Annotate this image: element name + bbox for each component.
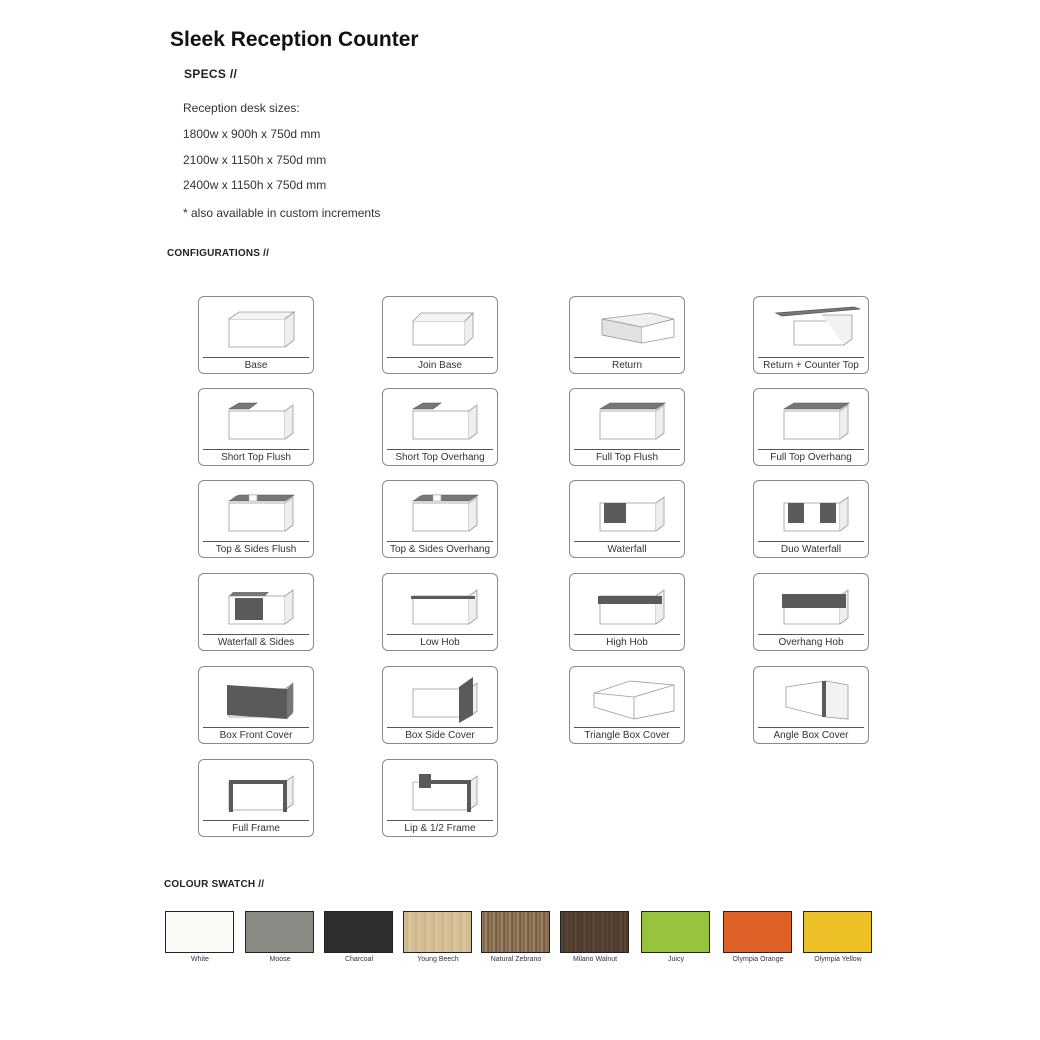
desk-waterfall-sides-icon [199, 574, 315, 632]
card-divider [758, 727, 864, 728]
desk-top-sides-flush-icon [199, 481, 315, 539]
configuration-label: Full Frame [232, 823, 280, 834]
card-divider [758, 449, 864, 450]
card-divider [387, 357, 493, 358]
colour-swatch [723, 911, 792, 953]
colour-swatch-label: Natural Zebrano [490, 956, 542, 963]
configuration-card [753, 666, 869, 744]
card-divider [203, 541, 309, 542]
desk-box-side-cover-icon [383, 667, 499, 725]
configuration-label: Full Top Flush [595, 452, 659, 463]
colour-swatch-label: White [191, 956, 209, 963]
configuration-label: Box Front Cover [219, 730, 293, 741]
card-divider [387, 727, 493, 728]
colour-swatch-label: Charcoal [344, 956, 373, 963]
colour-swatch [641, 911, 710, 953]
configuration-label: Return + Counter Top [763, 360, 859, 371]
colour-swatch-label: Juicy [668, 956, 684, 963]
colour-swatch-label: Olympia Yellow [814, 956, 862, 963]
colour-swatch [165, 911, 234, 953]
configuration-label: Duo Waterfall [780, 544, 842, 555]
configuration-card [198, 666, 314, 744]
configuration-card [198, 759, 314, 837]
configuration-label: Box Side Cover [405, 730, 475, 741]
configuration-label: Overhang Hob [778, 637, 844, 648]
desk-base-icon [199, 297, 315, 355]
card-divider [758, 634, 864, 635]
spec-line: 2100w x 1150h x 750d mm [183, 153, 327, 167]
spec-line: 1800w x 900h x 750d mm [183, 127, 321, 141]
configuration-label: Join Base [418, 360, 462, 371]
configuration-label: Short Top Flush [221, 452, 291, 463]
colour-swatch-label: Moose [269, 956, 291, 963]
card-divider [387, 820, 493, 821]
desk-top-sides-overhang-icon [383, 481, 499, 539]
configuration-label: Triangle Box Cover [584, 730, 670, 741]
configuration-label: High Hob [606, 637, 648, 648]
card-divider [387, 449, 493, 450]
colour-swatch-label: Olympia Orange [732, 956, 784, 963]
configuration-card [569, 573, 685, 651]
card-divider [574, 357, 680, 358]
configuration-label: Low Hob [420, 637, 460, 648]
configuration-card [382, 296, 498, 374]
card-divider [387, 634, 493, 635]
spec-line: * also available in custom increments [183, 206, 381, 220]
configuration-label: Top & Sides Flush [215, 544, 297, 555]
desk-high-hob-icon [570, 574, 686, 632]
configuration-card [382, 388, 498, 466]
specs-heading: SPECS // [184, 67, 238, 81]
colour-swatch [481, 911, 550, 953]
configuration-card [382, 666, 498, 744]
colour-swatch [560, 911, 629, 953]
colour-swatch [324, 911, 393, 953]
spec-line: Reception desk sizes: [183, 101, 300, 115]
colour-swatch-label: Young Beech [417, 956, 459, 963]
colour-swatch-heading: COLOUR SWATCH // [164, 879, 265, 890]
configuration-card [382, 759, 498, 837]
desk-short-top-flush-icon [199, 389, 315, 447]
configuration-card [753, 480, 869, 558]
desk-lip-half-frame-icon [383, 760, 499, 818]
desk-full-top-flush-icon [570, 389, 686, 447]
desk-duo-waterfall-icon [754, 481, 870, 539]
configuration-label: Top & Sides Overhang [389, 544, 491, 555]
configuration-label: Lip & 1/2 Frame [404, 823, 476, 834]
desk-low-hob-icon [383, 574, 499, 632]
card-divider [203, 727, 309, 728]
desk-join-base-icon [383, 297, 499, 355]
card-divider [758, 357, 864, 358]
desk-full-frame-icon [199, 760, 315, 818]
configuration-card [753, 573, 869, 651]
configuration-label: Full Top Overhang [770, 452, 852, 463]
configuration-card [198, 296, 314, 374]
colour-swatch [245, 911, 314, 953]
desk-short-top-overhang-icon [383, 389, 499, 447]
card-divider [203, 357, 309, 358]
card-divider [758, 541, 864, 542]
colour-swatch-label: Milano Walnut [572, 956, 618, 963]
card-divider [203, 634, 309, 635]
desk-return-icon [570, 297, 686, 355]
card-divider [574, 541, 680, 542]
page-title: Sleek Reception Counter [170, 28, 419, 51]
configuration-card [382, 480, 498, 558]
configuration-label: Return [611, 360, 642, 371]
colour-swatch [803, 911, 872, 953]
desk-full-top-overhang-icon [754, 389, 870, 447]
configuration-card [753, 296, 869, 374]
configuration-label: Waterfall & Sides [217, 637, 295, 648]
desk-box-front-cover-icon [199, 667, 315, 725]
configuration-card [569, 388, 685, 466]
desk-waterfall-icon [570, 481, 686, 539]
desk-return-counter-top-icon [754, 297, 870, 355]
colour-swatch [403, 911, 472, 953]
configuration-card [198, 388, 314, 466]
configuration-card [753, 388, 869, 466]
card-divider [203, 449, 309, 450]
desk-angle-box-cover-icon [754, 667, 870, 725]
card-divider [574, 634, 680, 635]
card-divider [387, 541, 493, 542]
configuration-card [198, 480, 314, 558]
desk-overhang-hob-icon [754, 574, 870, 632]
configurations-heading: CONFIGURATIONS // [167, 248, 270, 259]
configuration-label: Waterfall [607, 544, 647, 555]
configuration-card [569, 480, 685, 558]
configuration-card [569, 296, 685, 374]
configuration-card [198, 573, 314, 651]
configuration-card [569, 666, 685, 744]
configuration-label: Short Top Overhang [395, 452, 485, 463]
card-divider [574, 449, 680, 450]
configuration-label: Base [244, 360, 268, 371]
configuration-label: Angle Box Cover [773, 730, 849, 741]
card-divider [574, 727, 680, 728]
spec-line: 2400w x 1150h x 750d mm [183, 178, 327, 192]
configuration-card [382, 573, 498, 651]
desk-triangle-box-cover-icon [570, 667, 686, 725]
card-divider [203, 820, 309, 821]
